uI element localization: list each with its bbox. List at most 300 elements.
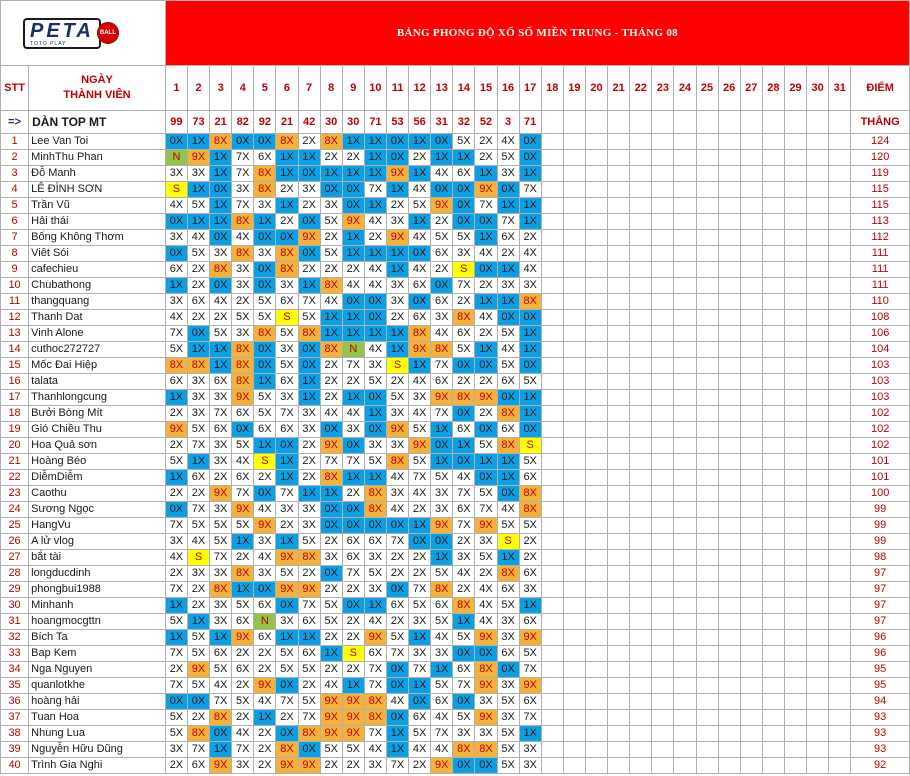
empty-cell	[541, 502, 563, 518]
result-cell: 1X	[165, 598, 187, 614]
result-cell: 1X	[342, 166, 364, 182]
empty-cell	[807, 614, 829, 630]
result-cell: 5X	[298, 662, 320, 678]
result-cell: 4X	[497, 134, 519, 150]
empty-cell	[674, 198, 696, 214]
result-cell: 0X	[519, 310, 541, 326]
empty-cell	[718, 758, 740, 774]
empty-cell	[630, 662, 652, 678]
result-cell: 2X	[165, 758, 187, 774]
result-cell: 9X	[342, 214, 364, 230]
result-cell: 6X	[431, 246, 453, 262]
empty-cell	[652, 662, 674, 678]
empty-cell	[762, 278, 784, 294]
row-score: 101	[851, 454, 910, 470]
empty-cell	[807, 262, 829, 278]
empty-cell	[585, 678, 607, 694]
empty-cell	[674, 111, 696, 134]
table-row	[1, 198, 910, 214]
result-cell: 5X	[165, 726, 187, 742]
row-score: 103	[851, 390, 910, 406]
empty-cell	[762, 502, 784, 518]
result-cell: 0X	[254, 358, 276, 374]
empty-cell	[585, 550, 607, 566]
empty-cell	[674, 326, 696, 342]
row-stt: 9	[1, 262, 29, 278]
empty-cell	[740, 246, 762, 262]
result-cell: 8X	[453, 390, 475, 406]
result-cell: 6X	[431, 294, 453, 310]
result-cell: 4X	[232, 454, 254, 470]
empty-cell	[630, 230, 652, 246]
result-cell: 0X	[342, 182, 364, 198]
row-score: 97	[851, 582, 910, 598]
empty-cell	[762, 486, 784, 502]
day-header: 26	[718, 66, 740, 111]
result-cell: 6X	[497, 646, 519, 662]
result-cell: 0X	[386, 518, 408, 534]
empty-cell	[740, 310, 762, 326]
empty-cell	[563, 246, 585, 262]
empty-cell	[807, 134, 829, 150]
result-cell: 3X	[298, 422, 320, 438]
empty-cell	[740, 582, 762, 598]
result-cell: 5X	[497, 150, 519, 166]
empty-cell	[718, 486, 740, 502]
empty-cell	[740, 726, 762, 742]
result-cell: 2X	[187, 278, 209, 294]
empty-cell	[630, 390, 652, 406]
empty-cell	[740, 134, 762, 150]
result-cell: 1X	[254, 710, 276, 726]
empty-cell	[807, 422, 829, 438]
result-cell: 6X	[232, 470, 254, 486]
empty-cell	[807, 550, 829, 566]
result-cell: 3X	[320, 198, 342, 214]
dan-number: 53	[386, 111, 408, 134]
result-cell: 1X	[320, 646, 342, 662]
empty-cell	[740, 678, 762, 694]
empty-cell	[585, 278, 607, 294]
empty-cell	[718, 150, 740, 166]
table-row	[1, 422, 910, 438]
result-cell: 4X	[386, 470, 408, 486]
result-cell: 5X	[232, 694, 254, 710]
empty-cell	[696, 614, 718, 630]
result-cell: 3X	[210, 566, 232, 582]
result-cell: 2X	[386, 566, 408, 582]
row-score: 103	[851, 374, 910, 390]
empty-cell	[696, 694, 718, 710]
empty-cell	[608, 742, 630, 758]
empty-cell	[762, 246, 784, 262]
result-cell: 0X	[475, 262, 497, 278]
result-cell: 8X	[519, 294, 541, 310]
empty-cell	[563, 166, 585, 182]
empty-cell	[718, 742, 740, 758]
result-cell: 7X	[232, 742, 254, 758]
result-cell: 2X	[165, 486, 187, 502]
empty-cell	[718, 646, 740, 662]
row-score: 100	[851, 486, 910, 502]
empty-cell	[630, 518, 652, 534]
result-cell: 2X	[298, 438, 320, 454]
empty-cell	[608, 294, 630, 310]
empty-cell	[762, 214, 784, 230]
result-cell: 1X	[342, 310, 364, 326]
result-cell: 5X	[276, 646, 298, 662]
name-header-line1: NGÀY	[81, 74, 113, 86]
result-cell: 4X	[320, 294, 342, 310]
result-cell: 1X	[232, 582, 254, 598]
result-cell: 0X	[453, 406, 475, 422]
result-cell: 8X	[254, 166, 276, 182]
result-cell: 1X	[342, 134, 364, 150]
empty-cell	[652, 438, 674, 454]
row-stt: 29	[1, 582, 29, 598]
row-stt: 4	[1, 182, 29, 198]
result-cell: 4X	[409, 182, 431, 198]
result-cell: 2X	[475, 406, 497, 422]
result-cell: 8X	[519, 502, 541, 518]
result-cell: 0X	[254, 582, 276, 598]
row-score: 104	[851, 342, 910, 358]
result-cell: 2X	[254, 726, 276, 742]
empty-cell	[718, 678, 740, 694]
day-header: 14	[453, 66, 475, 111]
result-cell: 1X	[386, 342, 408, 358]
result-cell: 5X	[475, 486, 497, 502]
result-cell: 8X	[232, 214, 254, 230]
empty-cell	[608, 438, 630, 454]
empty-cell	[652, 518, 674, 534]
result-cell: 4X	[165, 198, 187, 214]
result-cell: 5X	[431, 566, 453, 582]
score-header: ĐIỂM	[851, 66, 910, 111]
empty-cell	[740, 111, 762, 134]
result-cell: 3X	[431, 502, 453, 518]
result-cell: 2X	[232, 678, 254, 694]
result-cell: 2X	[298, 262, 320, 278]
result-cell: 5X	[497, 518, 519, 534]
result-cell: 7X	[232, 150, 254, 166]
result-cell: 0X	[409, 694, 431, 710]
result-cell: 9X	[320, 438, 342, 454]
result-cell: 0X	[364, 422, 386, 438]
day-header: 4	[232, 66, 254, 111]
result-cell: S	[276, 310, 298, 326]
result-cell: 8X	[165, 358, 187, 374]
empty-cell	[762, 182, 784, 198]
day-header: 11	[386, 66, 408, 111]
result-cell: 2X	[475, 374, 497, 390]
result-cell: 0X	[453, 646, 475, 662]
day-header: 1	[165, 66, 187, 111]
result-cell: 9X	[475, 390, 497, 406]
result-cell: 6X	[298, 614, 320, 630]
empty-cell	[784, 246, 806, 262]
row-stt: 17	[1, 390, 29, 406]
result-cell: 3X	[298, 182, 320, 198]
empty-cell	[829, 230, 851, 246]
table-row	[1, 678, 910, 694]
result-cell: 8X	[453, 310, 475, 326]
empty-cell	[674, 710, 696, 726]
result-cell: 3X	[342, 422, 364, 438]
empty-cell	[563, 534, 585, 550]
empty-cell	[585, 598, 607, 614]
empty-cell	[585, 630, 607, 646]
result-cell: 3X	[254, 566, 276, 582]
result-cell: 1X	[409, 518, 431, 534]
result-cell: 7X	[187, 502, 209, 518]
empty-cell	[563, 294, 585, 310]
result-cell: 3X	[431, 486, 453, 502]
result-cell: 2X	[409, 550, 431, 566]
result-cell: 8X	[320, 342, 342, 358]
empty-cell	[762, 390, 784, 406]
result-cell: 1X	[497, 294, 519, 310]
result-cell: 9X	[232, 390, 254, 406]
empty-cell	[608, 630, 630, 646]
result-cell: 8X	[497, 438, 519, 454]
result-cell: 2X	[342, 374, 364, 390]
result-cell: 8X	[298, 550, 320, 566]
empty-cell	[563, 470, 585, 486]
member-name: Hoàng Béo	[29, 454, 166, 470]
result-cell: 7X	[386, 646, 408, 662]
empty-cell	[696, 374, 718, 390]
empty-cell	[807, 486, 829, 502]
empty-cell	[718, 598, 740, 614]
empty-cell	[829, 342, 851, 358]
result-cell: 2X	[254, 662, 276, 678]
result-cell: 9X	[409, 438, 431, 454]
result-cell: 7X	[165, 326, 187, 342]
result-cell: 0X	[475, 758, 497, 774]
empty-cell	[807, 502, 829, 518]
result-cell: 1X	[298, 630, 320, 646]
result-cell: 4X	[431, 326, 453, 342]
row-stt: 8	[1, 246, 29, 262]
result-cell: 3X	[232, 758, 254, 774]
result-cell: 9X	[298, 582, 320, 598]
empty-cell	[829, 246, 851, 262]
empty-cell	[608, 358, 630, 374]
member-name: Đỗ Manh	[29, 166, 166, 182]
result-cell: 3X	[519, 742, 541, 758]
row-stt: 38	[1, 726, 29, 742]
result-cell: 2X	[386, 198, 408, 214]
result-cell: 8X	[519, 486, 541, 502]
empty-cell	[740, 710, 762, 726]
result-cell: S	[386, 358, 408, 374]
table-row	[1, 742, 910, 758]
row-score: 93	[851, 742, 910, 758]
empty-cell	[541, 262, 563, 278]
result-cell: 3X	[276, 614, 298, 630]
result-cell: 0X	[431, 182, 453, 198]
result-cell: 2X	[232, 710, 254, 726]
result-cell: 2X	[210, 470, 232, 486]
empty-cell	[807, 294, 829, 310]
result-cell: 5X	[320, 742, 342, 758]
member-name: Gió Chiều Thu	[29, 422, 166, 438]
empty-cell	[718, 406, 740, 422]
empty-cell	[784, 422, 806, 438]
result-cell: 3X	[497, 630, 519, 646]
result-cell: 0X	[210, 182, 232, 198]
result-cell: 4X	[187, 534, 209, 550]
empty-cell	[807, 630, 829, 646]
member-name: Bích Ta	[29, 630, 166, 646]
empty-cell	[807, 342, 829, 358]
empty-cell	[829, 111, 851, 134]
result-cell: 1X	[453, 150, 475, 166]
dan-number: 31	[431, 111, 453, 134]
result-cell: 3X	[386, 406, 408, 422]
empty-cell	[784, 598, 806, 614]
row-score: 95	[851, 678, 910, 694]
empty-cell	[674, 166, 696, 182]
empty-cell	[541, 278, 563, 294]
row-stt: 39	[1, 742, 29, 758]
result-cell: 1X	[519, 598, 541, 614]
result-cell: 6X	[519, 470, 541, 486]
result-cell: 2X	[475, 150, 497, 166]
result-cell: 2X	[519, 550, 541, 566]
empty-cell	[585, 111, 607, 134]
empty-cell	[630, 582, 652, 598]
result-cell: 5X	[453, 134, 475, 150]
empty-cell	[630, 262, 652, 278]
empty-cell	[674, 422, 696, 438]
result-cell: 9X	[232, 630, 254, 646]
result-cell: 8X	[364, 502, 386, 518]
result-cell: 3X	[276, 342, 298, 358]
result-cell: 7X	[519, 182, 541, 198]
row-stt: 12	[1, 310, 29, 326]
result-cell: 3X	[386, 294, 408, 310]
table-row	[1, 646, 910, 662]
result-cell: S	[497, 534, 519, 550]
logo-box	[23, 18, 101, 49]
empty-cell	[762, 662, 784, 678]
empty-cell	[563, 438, 585, 454]
empty-cell	[762, 358, 784, 374]
empty-cell	[762, 518, 784, 534]
result-cell: 6X	[210, 422, 232, 438]
empty-cell	[674, 758, 696, 774]
result-cell: 7X	[165, 518, 187, 534]
empty-cell	[630, 374, 652, 390]
result-cell: 3X	[497, 710, 519, 726]
empty-cell	[740, 470, 762, 486]
result-cell: 3X	[519, 582, 541, 598]
result-cell: 1X	[342, 326, 364, 342]
day-header: 13	[431, 66, 453, 111]
result-cell: 0X	[453, 214, 475, 230]
empty-cell	[585, 710, 607, 726]
result-cell: 8X	[409, 326, 431, 342]
empty-cell	[696, 646, 718, 662]
result-cell: 7X	[497, 214, 519, 230]
empty-cell	[630, 630, 652, 646]
result-cell: 5X	[232, 598, 254, 614]
table-row	[1, 502, 910, 518]
result-cell: 2X	[187, 262, 209, 278]
empty-cell	[807, 406, 829, 422]
result-cell: 9X	[232, 502, 254, 518]
empty-cell	[696, 310, 718, 326]
result-cell: 9X	[210, 486, 232, 502]
result-cell: 5X	[497, 358, 519, 374]
result-cell: 1X	[210, 214, 232, 230]
result-cell: 6X	[232, 662, 254, 678]
result-cell: 0X	[165, 502, 187, 518]
row-stt: 26	[1, 534, 29, 550]
result-cell: 5X	[210, 518, 232, 534]
empty-cell	[784, 310, 806, 326]
empty-cell	[696, 470, 718, 486]
result-cell: 1X	[431, 550, 453, 566]
result-cell: 2X	[165, 438, 187, 454]
empty-cell	[652, 134, 674, 150]
empty-cell	[541, 422, 563, 438]
result-cell: 1X	[165, 470, 187, 486]
table-row	[1, 550, 910, 566]
result-cell: 5X	[431, 678, 453, 694]
member-name: A lử vlog	[29, 534, 166, 550]
result-cell: 5X	[519, 646, 541, 662]
result-cell: 5X	[364, 374, 386, 390]
result-cell: 2X	[298, 134, 320, 150]
result-cell: 9X	[431, 390, 453, 406]
member-name: Thanh Dat	[29, 310, 166, 326]
result-cell: 5X	[453, 710, 475, 726]
empty-cell	[696, 198, 718, 214]
result-cell: 1X	[298, 486, 320, 502]
empty-cell	[608, 758, 630, 774]
result-cell: 9X	[187, 150, 209, 166]
empty-cell	[696, 678, 718, 694]
result-cell: 1X	[386, 726, 408, 742]
empty-cell	[585, 310, 607, 326]
member-name: Nhung Lua	[29, 726, 166, 742]
member-name: phongbui1988	[29, 582, 166, 598]
result-cell: 2X	[386, 550, 408, 566]
empty-cell	[807, 694, 829, 710]
result-cell: 3X	[187, 566, 209, 582]
day-header: 29	[784, 66, 806, 111]
result-cell: 2X	[453, 534, 475, 550]
result-cell: 2X	[298, 454, 320, 470]
result-cell: 6X	[431, 374, 453, 390]
empty-cell	[563, 758, 585, 774]
result-cell: 9X	[342, 694, 364, 710]
result-cell: 5X	[165, 342, 187, 358]
result-cell: 3X	[210, 502, 232, 518]
result-cell: 2X	[342, 614, 364, 630]
row-score: 113	[851, 214, 910, 230]
empty-cell	[784, 406, 806, 422]
empty-cell	[674, 646, 696, 662]
empty-cell	[718, 182, 740, 198]
empty-cell	[674, 230, 696, 246]
result-cell: 6X	[453, 502, 475, 518]
result-cell: 6X	[276, 422, 298, 438]
result-cell: 3X	[364, 550, 386, 566]
